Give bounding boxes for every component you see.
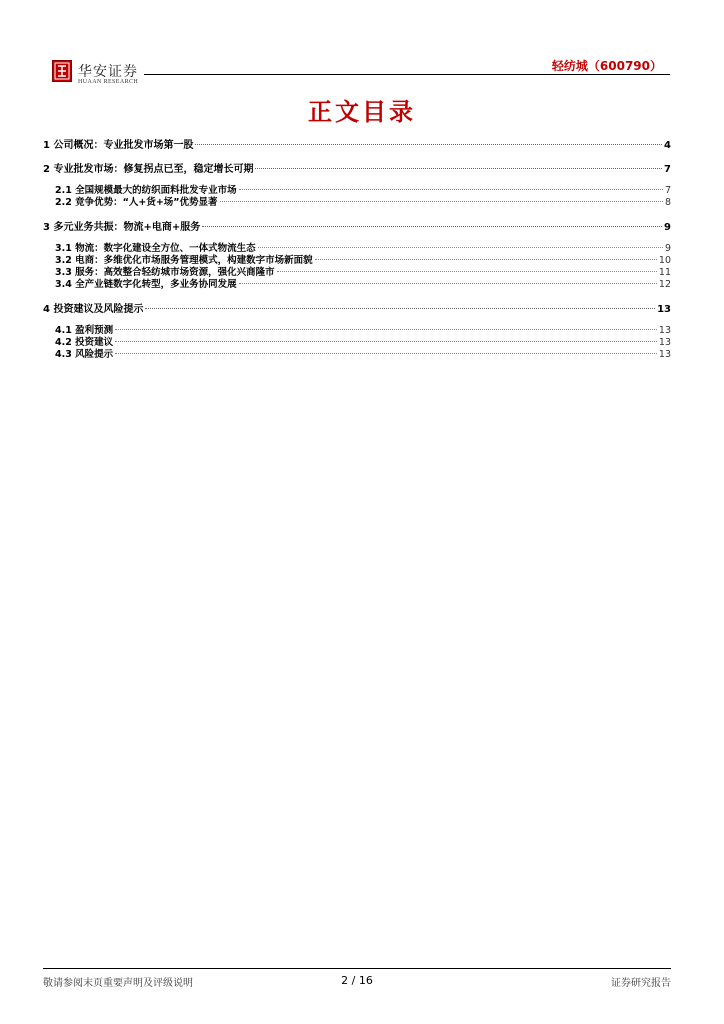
- toc-chapter-entry[interactable]: [43, 136, 671, 150]
- footer-report-type: 证券研究报告: [611, 978, 671, 989]
- toc-entry-label: 4.1 盈利预测: [55, 325, 114, 336]
- page-header: [52, 57, 670, 87]
- toc-entry-label: 4 投资建议及风险提示: [43, 304, 144, 315]
- footer-disclaimer: 敬请参阅末页重要声明及评级说明: [43, 978, 193, 989]
- toc-dot-leader: [239, 189, 663, 190]
- toc-section-entry[interactable]: [43, 346, 671, 360]
- toc-dot-leader: [195, 144, 662, 145]
- toc-section-entry[interactable]: [43, 276, 671, 290]
- company-name: 轻纺城（600790）: [551, 59, 662, 73]
- toc-dot-leader: [315, 259, 657, 260]
- logo-chinese-text: 华安证券: [78, 64, 138, 80]
- toc-dot-leader: [115, 329, 657, 330]
- toc-entry-page: 7: [664, 164, 671, 175]
- header-divider: [144, 74, 670, 75]
- page-number: 2 / 16: [341, 974, 373, 987]
- toc-entry-label: 4.3 风险提示: [55, 349, 114, 360]
- toc-entry-page: 11: [658, 267, 671, 278]
- toc-chapter-entry[interactable]: [43, 300, 671, 314]
- toc-entry-page: 10: [658, 255, 671, 266]
- seal-icon: [52, 60, 72, 82]
- toc-dot-leader: [115, 341, 657, 342]
- toc-entry-label: 2.2 竞争优势：“人+货+场”优势显著: [55, 197, 218, 208]
- toc-entry-page: 9: [664, 222, 671, 233]
- toc-entry-label: 3 多元业务共振：物流+电商+服务: [43, 222, 201, 233]
- toc-chapter-entry[interactable]: [43, 218, 671, 232]
- toc-entry-label: 2 专业批发市场：修复拐点已至，稳定增长可期: [43, 164, 254, 175]
- toc-dot-leader: [115, 353, 657, 354]
- toc-entry-page: 8: [664, 197, 671, 208]
- toc-dot-leader: [258, 247, 663, 248]
- toc-entry-page: 7: [664, 185, 671, 196]
- toc-dot-leader: [277, 271, 657, 272]
- toc-chapter-entry[interactable]: [43, 160, 671, 174]
- page-footer: [43, 968, 671, 988]
- toc-dot-leader: [202, 226, 662, 227]
- toc-entry-label: 3.3 服务：高效整合轻纺城市场资源，强化兴商隆市: [55, 267, 275, 278]
- huaan-logo: [52, 60, 152, 86]
- toc-section-entry[interactable]: [43, 194, 671, 208]
- logo-english-text: HUAAN RESEARCH: [78, 79, 139, 85]
- toc-title: 正文目录: [308, 98, 416, 126]
- toc-entry-page: 9: [664, 243, 671, 254]
- toc-dot-leader: [220, 201, 663, 202]
- toc-entry-label: 3.2 电商：多维优化市场服务管理模式，构建数字市场新面貌: [55, 255, 313, 266]
- toc-entry-label: 1 公司概况：专业批发市场第一股: [43, 140, 194, 151]
- footer-divider: [43, 968, 671, 969]
- toc-entry-label: 3.4 全产业链数字化转型，多业务协同发展: [55, 279, 237, 290]
- toc-entry-label: 4.2 投资建议: [55, 337, 114, 348]
- toc-entry-page: 13: [658, 349, 671, 360]
- toc-entry-label: 3.1 物流：数字化建设全方位、一体式物流生态: [55, 243, 256, 254]
- toc-entry-page: 4: [664, 140, 671, 151]
- toc-entry-page: 13: [658, 325, 671, 336]
- toc-entry-page: 12: [658, 279, 671, 290]
- toc-entry-label: 2.1 全国规模最大的纺织面料批发专业市场: [55, 185, 237, 196]
- toc-entry-page: 13: [658, 337, 671, 348]
- toc-dot-leader: [145, 308, 655, 309]
- toc-dot-leader: [239, 283, 657, 284]
- toc-entry-page: 13: [657, 304, 671, 315]
- toc-dot-leader: [255, 168, 662, 169]
